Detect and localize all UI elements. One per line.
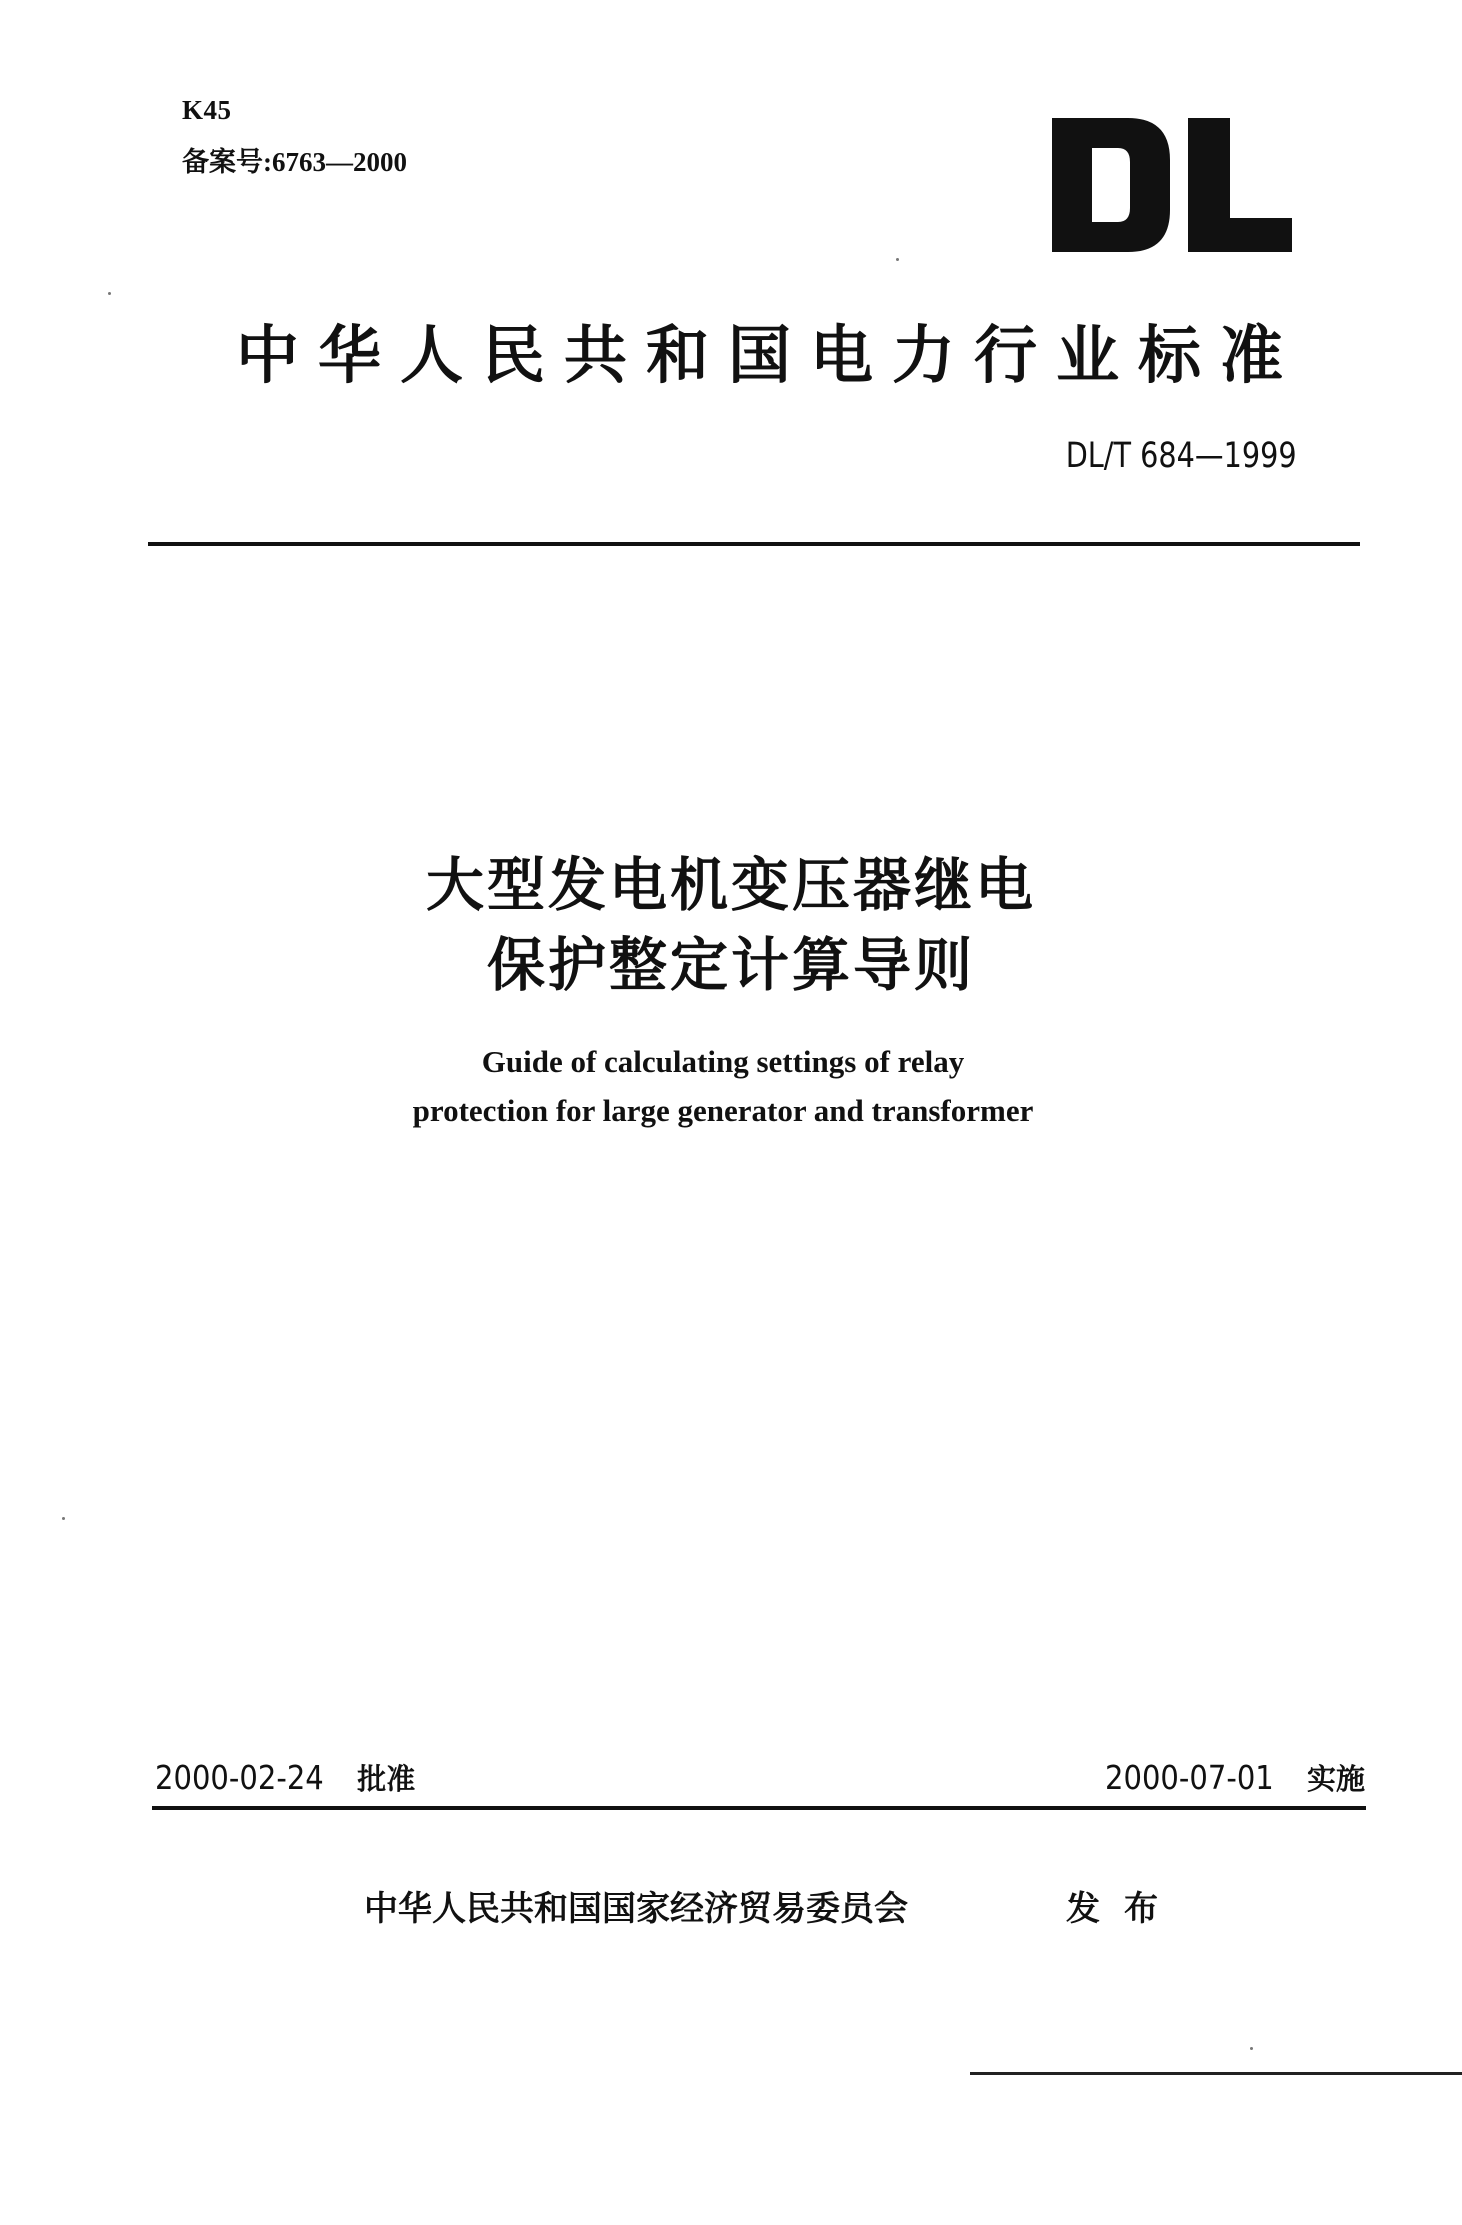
filing-label: 备案号:	[182, 147, 272, 177]
effective-date-value: 2000-07-01	[1104, 1758, 1274, 1797]
issuing-authority-title: 中华人民共和国电力行业标准	[236, 319, 1302, 392]
approval-date-value: 2000-02-24	[155, 1758, 324, 1797]
publish-label: 发布	[1066, 1889, 1182, 1929]
filing-number: 6763—2000	[272, 147, 407, 177]
effective-date	[1105, 1757, 1365, 1798]
effective-label: 实施	[1306, 1762, 1365, 1796]
title-cn-line2: 保护整定计算导则	[486, 931, 975, 999]
classification-code: K45	[182, 95, 232, 125]
title-en-line1: Guide of calculating settings of relay	[481, 1044, 965, 1079]
approval-date	[155, 1757, 415, 1798]
title-en-line2: protection for large generator and transformer	[412, 1093, 1034, 1128]
filing-record	[182, 140, 407, 179]
footer-divider	[152, 1806, 1366, 1810]
scan-speck	[108, 292, 111, 295]
corner-rule	[970, 2072, 1462, 2075]
approval-label: 批准	[357, 1762, 416, 1796]
scan-speck	[62, 1517, 65, 1520]
scan-speck	[1250, 2047, 1253, 2050]
publisher-name: 中华人民共和国国家经济贸易委员会	[364, 1889, 908, 1929]
standard-number: DL/T 684—1999	[1066, 436, 1297, 476]
scan-speck	[896, 258, 899, 261]
header-divider	[148, 542, 1360, 546]
dl-logo	[1040, 110, 1300, 260]
title-cn-line1: 大型发电机变压器继电	[425, 851, 1036, 919]
